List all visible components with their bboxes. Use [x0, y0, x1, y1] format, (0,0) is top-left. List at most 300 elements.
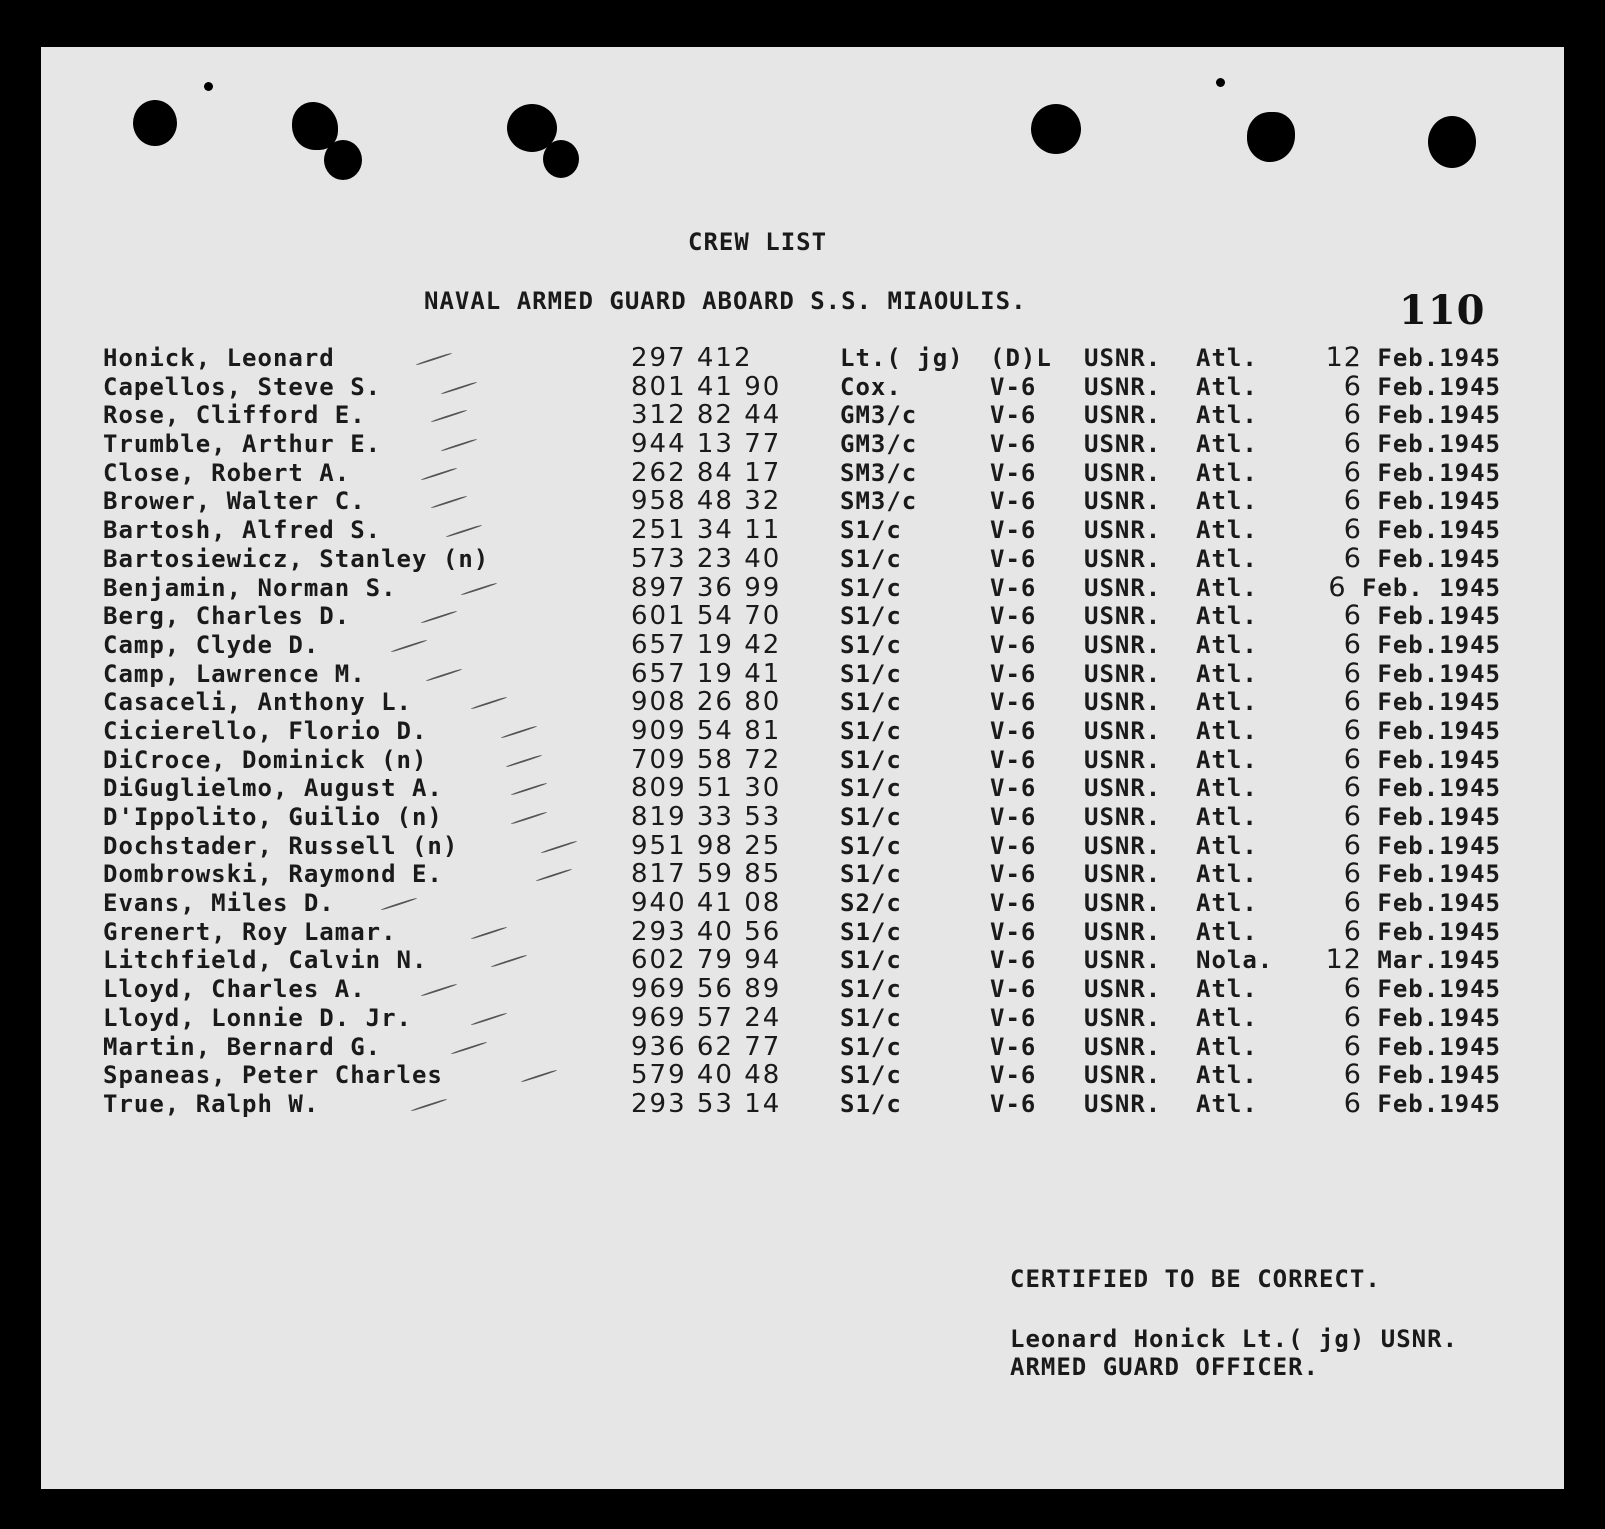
class: V-6	[990, 688, 1037, 717]
rating: S1/c	[840, 860, 902, 889]
crew-row	[0, 628, 1605, 660]
date-month-year: Mar.1945	[1377, 946, 1501, 975]
service-number: 293 53 14	[631, 1088, 782, 1119]
check-mark	[471, 926, 508, 940]
date-month-year: Feb.1945	[1377, 803, 1501, 831]
service-number: 958 48 32	[631, 486, 782, 517]
rating: S1/c	[840, 946, 902, 975]
branch: USNR.	[1084, 1089, 1162, 1118]
date-day: 6	[1343, 743, 1362, 775]
service-number: 297 412	[631, 343, 753, 373]
branch: USNR.	[1084, 573, 1162, 602]
service-number: 602 79 94	[631, 945, 782, 976]
service-number: 601 54 70	[631, 601, 782, 632]
crew-row	[0, 516, 1605, 545]
service-number: 573 23 40	[631, 543, 782, 574]
enlistment-date	[1343, 915, 1501, 947]
rating: Lt.( jg)	[840, 344, 964, 372]
district: Atl.	[1196, 774, 1258, 803]
check-mark	[441, 381, 478, 395]
check-mark	[416, 352, 453, 366]
enlistment-date	[1344, 1061, 1501, 1089]
date-spacer	[1362, 889, 1377, 917]
check-mark	[511, 782, 548, 796]
crew-row	[0, 401, 1605, 430]
crew-row	[0, 860, 1605, 889]
service-number: 940 41 08	[631, 888, 782, 919]
service-number: 909 54 81	[631, 715, 782, 746]
enlistment-date	[1343, 829, 1501, 861]
date-month-year: Feb.1945	[1377, 716, 1501, 745]
enlistment-date	[1344, 889, 1501, 917]
check-mark	[421, 983, 458, 997]
crew-name: Brower, Walter C.	[103, 487, 366, 516]
crew-row	[0, 1001, 1605, 1033]
district: Atl.	[1196, 372, 1258, 401]
certification-title: ARMED GUARD OFFICER.	[1010, 1353, 1319, 1381]
date-spacer	[1362, 631, 1377, 659]
check-mark	[421, 467, 458, 481]
date-month-year: Feb.1945	[1377, 372, 1501, 401]
date-month-year: Feb.1945	[1377, 630, 1501, 659]
enlistment-date	[1343, 1087, 1501, 1119]
enlistment-date	[1343, 628, 1501, 660]
crew-row	[0, 430, 1605, 459]
service-number: 817 59 85	[631, 859, 782, 890]
date-month-year: Feb.1945	[1377, 1032, 1501, 1061]
crew-row	[0, 456, 1605, 488]
district: Atl.	[1196, 860, 1258, 889]
district: Atl.	[1196, 831, 1258, 860]
rating: S1/c	[840, 1089, 902, 1118]
date-spacer	[1362, 1004, 1377, 1032]
document-title: CREW LIST	[688, 228, 828, 256]
crew-roster	[0, 344, 1605, 1119]
date-month-year: Feb.1945	[1377, 458, 1501, 487]
crew-row	[0, 743, 1605, 775]
rating: S1/c	[840, 516, 902, 545]
enlistment-date	[1344, 602, 1501, 630]
service-number: 969 56 89	[631, 974, 782, 1005]
date-spacer	[1362, 516, 1377, 544]
check-mark	[421, 610, 458, 624]
check-mark	[441, 438, 478, 452]
date-spacer	[1362, 1061, 1377, 1089]
service-number: 579 40 48	[631, 1060, 782, 1091]
date-spacer	[1362, 487, 1377, 515]
branch: USNR.	[1084, 344, 1162, 372]
enlistment-date	[1343, 1001, 1501, 1033]
branch: USNR.	[1084, 745, 1162, 774]
class: V-6	[990, 458, 1037, 487]
class: V-6	[990, 516, 1037, 545]
date-spacer	[1362, 401, 1377, 429]
class: V-6	[990, 630, 1037, 659]
date-day: 6	[1343, 714, 1362, 746]
crew-name: Lloyd, Lonnie D. Jr.	[103, 1003, 412, 1032]
rating: S1/c	[840, 975, 902, 1004]
class: V-6	[990, 745, 1037, 774]
service-number: 936 62 77	[631, 1031, 782, 1062]
rating: S1/c	[840, 803, 902, 831]
crew-row	[0, 915, 1605, 947]
branch: USNR.	[1084, 1003, 1162, 1032]
crew-name: Benjamin, Norman S.	[103, 573, 397, 602]
date-day: 6	[1343, 485, 1362, 517]
check-mark	[431, 410, 468, 424]
crew-name: Camp, Clyde D.	[103, 630, 320, 659]
district: Atl.	[1196, 803, 1258, 831]
crew-row	[0, 688, 1605, 717]
rating: S1/c	[840, 745, 902, 774]
class: V-6	[990, 774, 1037, 803]
service-number: 809 51 30	[631, 773, 782, 804]
crew-row	[0, 975, 1605, 1004]
district: Atl.	[1196, 1061, 1258, 1090]
date-day: 6	[1343, 514, 1362, 546]
date-month-year: Feb.1945	[1377, 544, 1501, 573]
date-day: 6	[1343, 973, 1362, 1005]
date-day: 6	[1343, 370, 1362, 402]
district: Atl.	[1196, 458, 1258, 487]
crew-name: Berg, Charles D.	[103, 602, 351, 631]
date-month-year: Feb.1945	[1377, 401, 1501, 430]
date-day: 6	[1343, 686, 1362, 718]
crew-name: Trumble, Arthur E.	[103, 430, 382, 459]
crew-name: Bartosiewicz, Stanley (n)	[103, 544, 490, 573]
enlistment-date	[1344, 774, 1501, 802]
date-day: 6	[1343, 600, 1362, 632]
date-day: 6	[1343, 1059, 1362, 1091]
district: Atl.	[1196, 544, 1258, 573]
class: V-6	[990, 659, 1037, 688]
crew-name: True, Ralph W.	[103, 1089, 320, 1118]
service-number: 262 84 17	[631, 457, 782, 488]
crew-row	[0, 803, 1605, 832]
date-month-year: Feb. 1945	[1361, 573, 1501, 602]
branch: USNR.	[1084, 458, 1162, 487]
branch: USNR.	[1084, 774, 1162, 803]
class: V-6	[990, 803, 1037, 831]
service-number: 908 26 80	[631, 687, 782, 718]
district: Atl.	[1196, 487, 1258, 516]
branch: USNR.	[1084, 372, 1162, 401]
date-month-year: Feb.1945	[1377, 487, 1501, 516]
rating: S1/c	[840, 688, 902, 717]
service-number: 819 33 53	[631, 802, 782, 832]
enlistment-date	[1344, 487, 1501, 515]
date-day: 12	[1325, 342, 1362, 373]
crew-row	[0, 370, 1605, 402]
district: Nola.	[1196, 946, 1274, 975]
crew-name: DiCroce, Dominick (n)	[103, 745, 428, 774]
class: V-6	[990, 917, 1037, 946]
crew-name: Evans, Miles D.	[103, 889, 335, 918]
crew-name: Lloyd, Charles A.	[103, 975, 366, 1004]
rating: SM3/c	[840, 458, 918, 487]
class: V-6	[990, 860, 1037, 889]
branch: USNR.	[1084, 889, 1162, 918]
document-subtitle: NAVAL ARMED GUARD ABOARD S.S. MIAOULIS.	[424, 287, 1027, 315]
service-number: 293 40 56	[631, 916, 782, 947]
district: Atl.	[1196, 659, 1258, 688]
rating: GM3/c	[840, 401, 918, 430]
date-day: 6	[1343, 887, 1362, 919]
branch: USNR.	[1084, 430, 1162, 459]
enlistment-date	[1343, 1030, 1501, 1062]
class: V-6	[990, 975, 1037, 1004]
punch-hole	[133, 100, 177, 146]
date-spacer	[1362, 774, 1377, 802]
check-mark	[391, 639, 428, 653]
rating: S1/c	[840, 544, 902, 573]
punch-hole	[1216, 78, 1225, 87]
crew-name: Spaneas, Peter Charles	[103, 1061, 443, 1090]
class: V-6	[990, 1061, 1037, 1090]
class: V-6	[990, 831, 1037, 860]
rating: S1/c	[840, 831, 902, 860]
date-day: 6	[1343, 801, 1362, 832]
service-number: 897 36 99	[631, 572, 782, 603]
district: Atl.	[1196, 516, 1258, 545]
date-month-year: Feb.1945	[1377, 1003, 1501, 1032]
branch: USNR.	[1084, 602, 1162, 631]
check-mark	[536, 869, 573, 883]
date-month-year: Feb.1945	[1377, 745, 1501, 774]
service-number: 312 82 44	[631, 400, 782, 431]
date-spacer	[1362, 975, 1377, 1003]
date-day: 6	[1343, 858, 1362, 890]
date-spacer	[1362, 1090, 1377, 1118]
check-mark	[501, 725, 538, 739]
enlistment-date	[1328, 571, 1501, 603]
district: Atl.	[1196, 1003, 1258, 1032]
date-day: 6	[1343, 1001, 1362, 1033]
rating: S1/c	[840, 602, 902, 631]
district: Atl.	[1196, 602, 1258, 631]
date-spacer	[1362, 344, 1377, 372]
date-month-year: Feb.1945	[1377, 917, 1501, 946]
crew-name: Dochstader, Russell (n)	[103, 831, 459, 860]
branch: USNR.	[1084, 688, 1162, 717]
crew-row	[0, 344, 1605, 373]
date-day: 6	[1343, 456, 1362, 488]
date-day: 6	[1343, 428, 1362, 460]
rating: Cox.	[840, 372, 902, 401]
district: Atl.	[1196, 1032, 1258, 1061]
branch: USNR.	[1084, 860, 1162, 889]
date-month-year: Feb.1945	[1377, 430, 1501, 459]
crew-row	[0, 487, 1605, 516]
rating: SM3/c	[840, 487, 918, 516]
district: Atl.	[1196, 889, 1258, 918]
crew-row	[0, 602, 1605, 631]
punch-hole	[1428, 116, 1476, 168]
rating: S1/c	[840, 917, 902, 946]
branch: USNR.	[1084, 803, 1162, 831]
enlistment-date	[1344, 516, 1501, 544]
crew-row	[0, 774, 1605, 803]
enlistment-date	[1343, 542, 1501, 574]
certification-signer: Leonard Honick Lt.( jg) USNR.	[1010, 1325, 1459, 1353]
rating: S1/c	[840, 716, 902, 745]
date-spacer	[1362, 946, 1377, 974]
date-month-year: Feb.1945	[1377, 1089, 1501, 1118]
class: (D)L	[990, 344, 1052, 372]
rating: S1/c	[840, 774, 902, 803]
rating: S1/c	[840, 1061, 902, 1090]
enlistment-date	[1326, 946, 1501, 974]
district: Atl.	[1196, 975, 1258, 1004]
date-day: 6	[1343, 399, 1362, 431]
date-month-year: Feb.1945	[1377, 774, 1501, 803]
check-mark	[471, 1012, 508, 1026]
enlistment-date	[1326, 344, 1501, 372]
service-number: 251 34 11	[631, 515, 782, 546]
class: V-6	[990, 946, 1037, 975]
branch: USNR.	[1084, 917, 1162, 946]
date-day: 6	[1328, 571, 1347, 603]
class: V-6	[990, 372, 1037, 401]
district: Atl.	[1196, 344, 1258, 372]
date-day: 6	[1343, 542, 1362, 574]
class: V-6	[990, 430, 1037, 459]
check-mark	[411, 1098, 448, 1112]
date-month-year: Feb.1945	[1377, 889, 1501, 918]
date-day: 6	[1343, 628, 1362, 660]
crew-name: Honick, Leonard	[103, 344, 335, 372]
date-month-year: Feb.1945	[1377, 975, 1501, 1004]
punch-hole	[1031, 104, 1081, 154]
service-number: 951 98 25	[631, 830, 782, 861]
crew-row	[0, 829, 1605, 861]
class: V-6	[990, 602, 1037, 631]
branch: USNR.	[1084, 1032, 1162, 1061]
enlistment-date	[1344, 401, 1501, 429]
date-spacer	[1362, 717, 1377, 745]
service-number: 969 57 24	[631, 1002, 782, 1033]
crew-name: Camp, Lawrence M.	[103, 659, 366, 688]
date-spacer	[1362, 860, 1377, 888]
crew-name: Grenert, Roy Lamar.	[103, 917, 397, 946]
district: Atl.	[1196, 430, 1258, 459]
date-month-year: Feb.1945	[1377, 831, 1501, 860]
district: Atl.	[1196, 630, 1258, 659]
rating: S1/c	[840, 1003, 902, 1032]
enlistment-date	[1343, 743, 1501, 775]
date-spacer	[1362, 545, 1377, 573]
check-mark	[511, 811, 548, 825]
punch-hole	[204, 82, 213, 91]
crew-name: D'Ippolito, Guilio (n)	[103, 803, 443, 831]
branch: USNR.	[1084, 487, 1162, 516]
crew-name: Bartosh, Alfred S.	[103, 516, 382, 545]
date-spacer	[1347, 574, 1362, 602]
date-day: 6	[1343, 915, 1362, 947]
class: V-6	[990, 544, 1037, 573]
crew-name: Martin, Bernard G.	[103, 1032, 382, 1061]
enlistment-date	[1344, 975, 1501, 1003]
punch-hole	[543, 140, 579, 178]
class: V-6	[990, 573, 1037, 602]
crew-name: Casaceli, Anthony L.	[103, 688, 412, 717]
crew-row	[0, 571, 1605, 603]
date-month-year: Feb.1945	[1377, 516, 1501, 545]
date-day: 6	[1343, 1030, 1362, 1062]
service-number: 657 19 41	[631, 658, 782, 689]
crew-name: Rose, Clifford E.	[103, 401, 366, 430]
rating: S1/c	[840, 1032, 902, 1061]
branch: USNR.	[1084, 544, 1162, 573]
crew-row	[0, 889, 1605, 918]
certification-statement: CERTIFIED TO BE CORRECT.	[1010, 1265, 1381, 1293]
class: V-6	[990, 889, 1037, 918]
date-spacer	[1362, 746, 1377, 774]
rating: S1/c	[840, 573, 902, 602]
crew-name: DiGuglielmo, August A.	[103, 774, 443, 803]
punch-hole	[324, 140, 362, 180]
rating: GM3/c	[840, 430, 918, 459]
class: V-6	[990, 1032, 1037, 1061]
enlistment-date	[1343, 456, 1501, 488]
service-number: 944 13 77	[631, 429, 782, 460]
crew-row	[0, 1030, 1605, 1062]
date-spacer	[1362, 688, 1377, 716]
check-mark	[541, 840, 578, 854]
class: V-6	[990, 1089, 1037, 1118]
date-month-year: Feb.1945	[1377, 344, 1501, 372]
check-mark	[381, 897, 418, 911]
check-mark	[491, 955, 528, 969]
class: V-6	[990, 487, 1037, 516]
date-spacer	[1362, 430, 1377, 458]
date-month-year: Feb.1945	[1377, 602, 1501, 631]
branch: USNR.	[1084, 630, 1162, 659]
check-mark	[521, 1069, 558, 1083]
crew-name: Dombrowski, Raymond E.	[103, 860, 443, 889]
branch: USNR.	[1084, 1061, 1162, 1090]
check-mark	[451, 1041, 488, 1055]
date-spacer	[1362, 918, 1377, 946]
check-mark	[471, 696, 508, 710]
date-month-year: Feb.1945	[1377, 860, 1501, 889]
branch: USNR.	[1084, 516, 1162, 545]
crew-name: Cicierello, Florio D.	[103, 716, 428, 745]
date-month-year: Feb.1945	[1377, 688, 1501, 717]
branch: USNR.	[1084, 975, 1162, 1004]
crew-row	[0, 1061, 1605, 1090]
page-number: 110	[1399, 287, 1486, 334]
enlistment-date	[1343, 657, 1501, 689]
date-spacer	[1362, 803, 1377, 831]
district: Atl.	[1196, 573, 1258, 602]
crew-name: Close, Robert A.	[103, 458, 351, 487]
class: V-6	[990, 716, 1037, 745]
enlistment-date	[1344, 688, 1501, 716]
service-number: 709 58 72	[631, 744, 782, 775]
branch: USNR.	[1084, 831, 1162, 860]
crew-row	[0, 714, 1605, 746]
date-day: 6	[1343, 772, 1362, 804]
check-mark	[446, 524, 483, 538]
date-day: 12	[1325, 944, 1362, 976]
check-mark	[461, 582, 498, 596]
crew-row	[0, 542, 1605, 574]
district: Atl.	[1196, 1089, 1258, 1118]
enlistment-date	[1344, 803, 1501, 831]
enlistment-date	[1344, 430, 1501, 458]
class: V-6	[990, 1003, 1037, 1032]
